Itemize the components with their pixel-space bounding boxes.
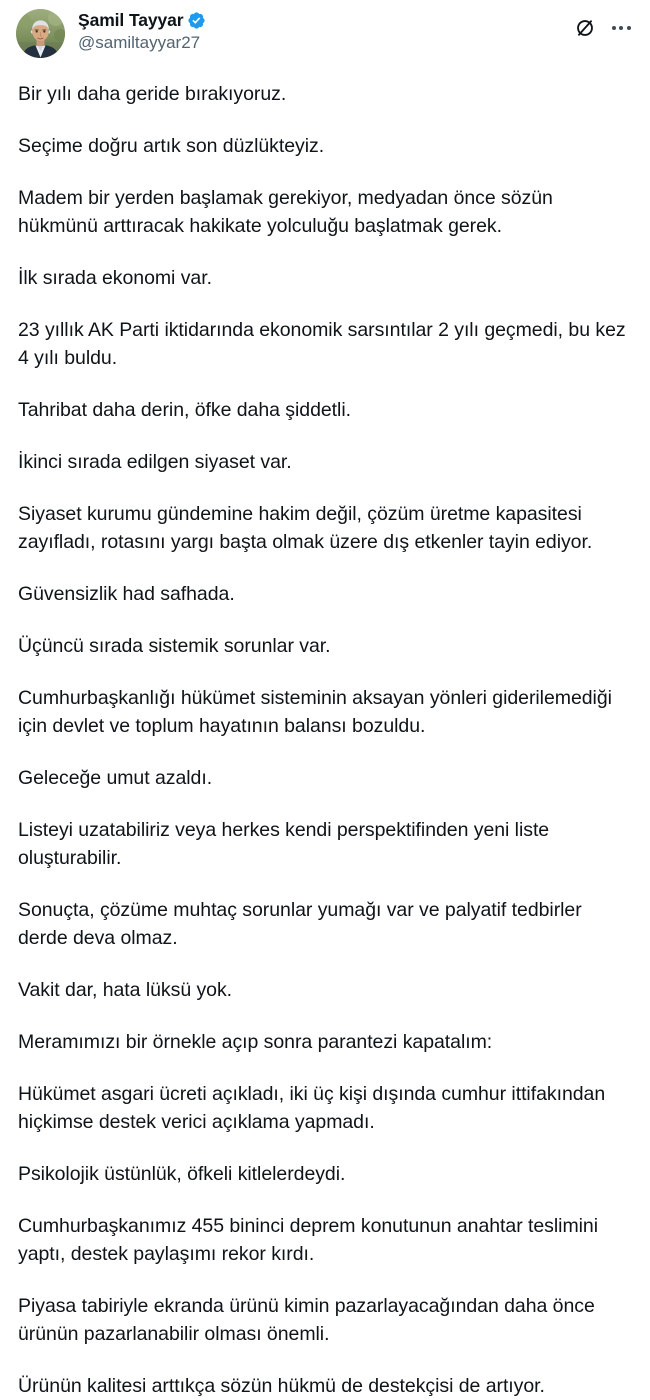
author-identity xyxy=(78,9,206,55)
post-paragraph: Ürünün kalitesi arttıkça sözün hükmü de destekçisi de artıyor. xyxy=(18,1375,545,1397)
post-paragraph: Cumhurbaşkanımız 455 bininci deprem konutunun anahtar teslimini yaptı, destek paylaşımı rekor kırdı. xyxy=(18,1215,599,1265)
post-paragraph: Bir yılı daha geride bırakıyoruz. xyxy=(18,83,287,105)
post-paragraph: Vakit dar, hata lüksü yok. xyxy=(18,979,233,1001)
post-paragraph: Meramımızı bir örnekle açıp sonra parantezi kapatalım: xyxy=(18,1031,493,1053)
post-paragraph: Güvensizlik had safhada. xyxy=(18,583,235,605)
header-actions xyxy=(572,9,634,41)
post-paragraph: Tahribat daha derin, öfke daha şiddetli. xyxy=(18,399,351,421)
post-paragraph: Hükümet asgari ücreti açıkladı, iki üç kişi dışında cumhur ittifakından hiçkimse destek verici açıklama yapmadı. xyxy=(18,1083,606,1133)
author-name-row[interactable] xyxy=(78,10,206,30)
post-paragraph: Cumhurbaşkanlığı hükümet sisteminin aksayan yönleri giderilemediği için devlet ve toplum hayatının balansı bozuldu. xyxy=(18,687,612,737)
post-paragraph: İkinci sırada edilgen siyaset var. xyxy=(18,451,292,473)
post-paragraph: 23 yıllık AK Parti iktidarında ekonomik sarsıntılar 2 yılı geçmedi, bu kez 4 yılı buldu. xyxy=(18,319,626,369)
post-paragraph: İlk sırada ekonomi var. xyxy=(18,267,212,289)
post-paragraph: Piyasa tabiriyle ekranda ürünü kimin pazarlayacağından daha önce ürünün pazarlanabilir olması önemli. xyxy=(18,1295,595,1345)
post-paragraph: Psikolojik üstünlük, öfkeli kitlelerdeydi. xyxy=(18,1163,346,1185)
author-handle[interactable]: @samiltayyar27 xyxy=(78,33,201,53)
post-paragraph: Listeyi uzatabiliriz veya herkes kendi perspektifinden yeni liste oluşturabilir. xyxy=(18,819,550,869)
verified-badge-icon xyxy=(187,11,206,30)
more-options-icon[interactable] xyxy=(608,15,634,41)
avatar[interactable] xyxy=(16,9,65,58)
post-paragraph: Sonuçta, çözüme muhtaç sorunlar yumağı var ve palyatif tedbirler derde deva olmaz. xyxy=(18,899,582,949)
more-dots xyxy=(612,15,631,41)
post-paragraph: Madem bir yerden başlamak gerekiyor, medyadan önce sözün hükmünü arttıracak hakikate yolculuğu başlatmak gerek. xyxy=(18,187,553,237)
author-display-name: Şamil Tayyar xyxy=(78,10,184,30)
post-header xyxy=(0,0,650,62)
grok-actions-icon[interactable] xyxy=(572,15,598,41)
post-paragraph: Siyaset kurumu gündemine hakim değil, çözüm üretme kapasitesi zayıfladı, rotasını yargı başta olmak üzere dış etkenler tayin ediyor. xyxy=(18,503,593,553)
post-paragraph: Üçüncü sırada sistemik sorunlar var. xyxy=(18,635,331,657)
post-paragraph: Geleceğe umut azaldı. xyxy=(18,767,213,789)
post-paragraph: Seçime doğru artık son düzlükteyiz. xyxy=(18,135,325,157)
post-text-body xyxy=(0,80,650,1400)
